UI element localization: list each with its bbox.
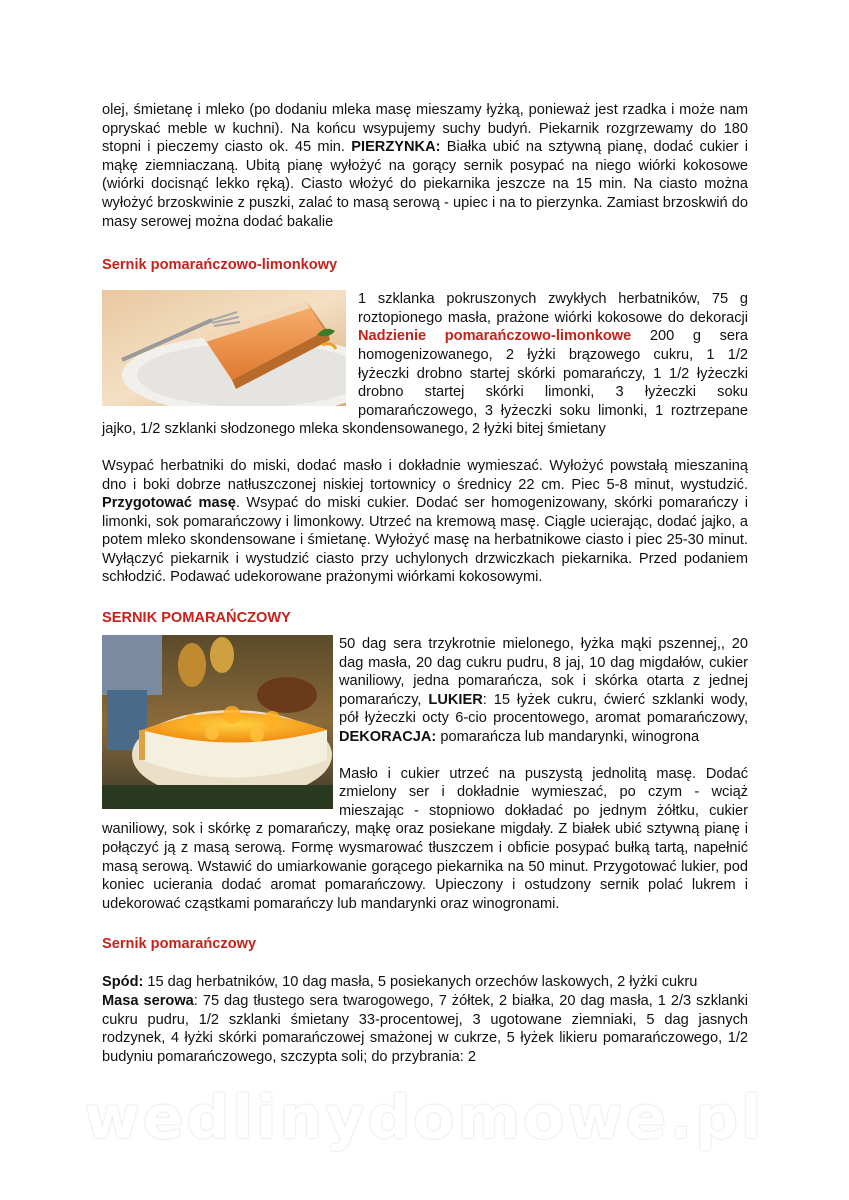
recipe1-method-bold: Przygotować masę [102,495,236,512]
lukier-label: LUKIER [428,691,483,708]
orange-lime-cheesecake-photo [102,290,346,406]
recipe2-title: SERNIK POMARAŃCZOWY [102,610,291,627]
recipe3-ingredients [102,973,748,1066]
intro-text-2: Białka ubić na sztywną pianę, dodać cukier i mąkę ziemniaczaną. Ubitą pianę wyłożyć na gorący sernik posypać na niego wiórki kokosowe (wiórki docisnąć lekko ręką). Ciasto włożyć do piekarnika jeszcze na 15 min. Na ciasto można wyłożyć brzoskwinie z puszki, zalać to masą serową - upiec i na to pierzynka. Zamiast brzoskwiń do masy serowej można dodać bakalie [102,139,748,230]
spod-label: Spód: [102,974,144,991]
intro-paragraph [102,101,748,231]
recipe2-method: Masło i cukier utrzeć na puszystą jednolitą masę. Dodać zmielony ser i dokładnie wymieszać, po czym - wciąż mieszając - stopniowo dokładać po jednym żółtku, cukier waniliowy, sok i skórkę z pomarańczy, mąkę oraz posiekane migdały. Z białek ubić sztywną pianę i połączyć ją z masą serową. Formę wysmarować tłuszczem i obficie posypać bułką tartą, napełnić masą serową. Wstawić do umiarkowanie gorącego piekarnika na 50 minut. Przygotować lukier, pod koniec ucierania dodać aromat pomarańczowy. Upieczony i ostudzony sernik polać lukrem i udekorować cząstkami pomarańczy lub mandarynki oraz winogronami. [102,765,748,912]
watermark: wedlinydomowe.pl [84,1083,765,1153]
recipe1-filling-label: Nadzienie pomarańczowo-limonkowe [358,328,632,345]
intro-text-1: olej, śmietanę i mleko (po dodaniu mleka masę mieszamy łyżką, ponieważ jest rzadka i może nam opryskać meble w kuchni). Na końcu wsypujemy suchy budyń. Piekarnik rozgrzewamy do 180 stopni i pieczemy ciasto ok. 45 min. [102,102,748,156]
document-page [102,101,748,1066]
recipe1-title: Sernik pomarańczowo-limonkowy [102,257,338,274]
masa-serowa-label: Masa serowa [102,992,194,1009]
spod-text: 15 dag herbatników, 10 dag masła, 5 posiekanych orzechów laskowych, 2 łyżki cukru [143,974,698,991]
recipe2-ingredients-text-1: 50 dag sera trzykrotnie mielonego, łyżka mąki pszennej,, 20 dag masła, 20 dag cukru pudru, 8 jaj, 10 dag migdałów, cukier waniliowy, jedna pomarańcza, sok i skórka otarta z jednej pomarańczy, [339,636,748,708]
pierzynka-label: PIERZYNKA: [351,139,441,156]
recipe1-method-text-2: . Wsypać do miski cukier. Dodać ser homogenizowany, skórki pomarańczy i limonki, sok pomarańczowy i limonkowy. Utrzeć na kremową masę. Ciągle ucierając, dodać jajko, a potem mleko skondensowane i śmietanę. Wyłożyć masę na herbatnikowe ciasto i piec 25-30 minut. Wyłączyć piekarnik i wystudzić ciasto przy uchylonych drzwiczkach piekarnika. Przed podaniem schłodzić. Podawać udekorowane prażonymi wiórkami kokosowymi. [102,495,748,586]
recipe1-method [102,457,748,587]
recipe1-ingredients-text-2: 200 g sera homogenizowanego, 2 łyżki brązowego cukru, 1 1/2 łyżeczki drobno startej skórki pomarańczy, 1 1/2 łyżeczki drobno startej skórki limonki, 3 łyżeczki soku pomarańczowego, 3 łyżeczki soku limonki, 1 roztrzepane jajko, 1/2 szklanki słodzonego mleka skondensowanego, 2 łyżki bitej śmietany [102,328,748,438]
recipe2-ingredients-text-3: pomarańcza lub mandarynki, winogrona [436,729,700,746]
recipe2-body [102,635,748,913]
masa-serowa-text: : 75 dag tłustego sera twarogowego, 7 żółtek, 2 białka, 20 dag masła, 1 2/3 szklanki cukru pudru, 1/2 szklanki śmietany 33-procentowej, 3 ugotowane ziemniaki, 5 dag jasnych rodzynek, 4 łyżki skórki pomarańczowej smażonej w cukrze, 5 łyżek likieru pomarańczowego, 1/2 budyniu pomarańczowego, szczypta soli; do przybrania: 2 [102,992,749,1065]
recipe1-method-text-1: Wsypać herbatniki do miski, dodać masło i dokładnie wymieszać. Wyłożyć powstałą mieszaniną dno i boki dobrze natłuszczonej niskiej tortownicy o średnicy 22 cm. Piec 5-8 minut, wystudzić. [102,457,748,493]
orange-jelly-cheesecake-photo [102,635,333,809]
recipe2-ingredients-text-2: : 15 łyżek cukru, ćwierć szklanki wody, pół łyżeczki octy 6-cio procentowego, aromat pomarańczowy, [339,691,749,727]
dekoracja-label: DEKORACJA: [339,729,437,746]
recipe1-ingredients-text-1: 1 szklanka pokruszonych zwykłych herbatników, 75 g roztopionego masła, prażone wiórki kokosowe do dekoracji [358,291,748,326]
recipe3-title: Sernik pomarańczowy [102,936,257,953]
recipe1-ingredients-block [102,290,748,439]
